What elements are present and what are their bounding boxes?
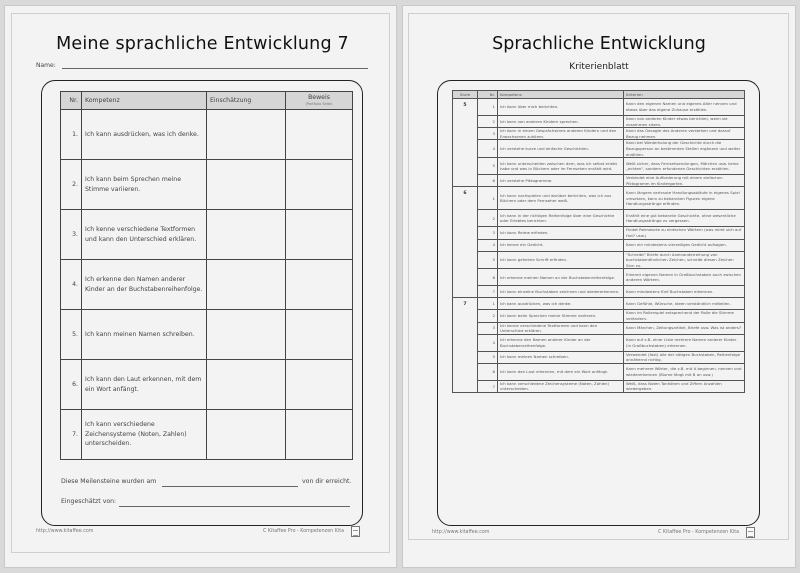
row-nr: 7 — [478, 380, 498, 392]
row-kriterien: Kann mindestens fünf Buchstaben erkennen. — [624, 286, 745, 298]
milestone-prefix: Diese Meilensteine wurden am — [61, 478, 157, 485]
header-beweis-sublabel: (Portfolio Seite) — [305, 101, 333, 106]
row-kompetenz: Ich kann geheime Schrift erfinden. — [498, 251, 624, 269]
row-nr: 4 — [478, 334, 498, 351]
row-kriterien: Kann Märchen, Zeitungsartikel, Briefe usw. Was ist anders? — [624, 322, 745, 334]
row-kriterien: Kann das Gesagte des Anderen verstehen und darauf Bezug nehmen. — [624, 128, 745, 140]
table-row — [61, 260, 353, 310]
table-row — [61, 360, 353, 410]
milestone-suffix: von dir erreicht. — [302, 478, 352, 485]
table-row — [453, 310, 745, 322]
row-kompetenz: Ich kann von anderen Kindern sprechen. — [498, 116, 624, 128]
row-nr: 6 — [478, 269, 498, 286]
table-row — [61, 410, 353, 460]
row-nr: 3 — [478, 227, 498, 239]
row-kompetenz: Ich kann verschiedene Zeichensysteme (Noten, Zahlen) unterscheiden. — [82, 410, 207, 460]
row-kriterien: Verbindet eine Aufforderung mit einem einfachen Piktogramm im Kindergarten. — [624, 175, 745, 187]
row-kriterien: Weiß, dass Noten Tonhöhen und Ziffern Anzahlen wiedergeben. — [624, 380, 745, 392]
table-row — [453, 251, 745, 269]
row-nr: 5 — [478, 251, 498, 269]
row-kompetenz: Ich kann Reime erfinden. — [498, 227, 624, 239]
table-row — [61, 110, 353, 160]
row-einschaetzung-cell[interactable] — [207, 360, 286, 410]
table-row — [453, 239, 745, 251]
table-row — [453, 269, 745, 286]
row-nr: 7. — [61, 410, 82, 460]
row-kompetenz: Ich kenne verschiedene Textformen und kann den Unterschied erklären. — [498, 322, 624, 334]
row-einschaetzung-cell[interactable] — [207, 410, 286, 460]
row-nr: 1. — [61, 110, 82, 160]
row-kriterien: Kann den eigenen Namen und eigenes Alter nennen und etwas über das eigene Zuhause erzählen. — [624, 99, 745, 116]
document-icon — [351, 526, 360, 537]
table-header-row — [61, 92, 353, 110]
row-einschaetzung-cell[interactable] — [207, 310, 286, 360]
row-kriterien: Erkennt eigenen Namen in Großbuchstaben auch zwischen anderen Wörtern. — [624, 269, 745, 286]
row-kriterien: Weiß sicher, dass Fernsehsendungen, Märchen usw. keine „echten“, sondern erfundenen Geschichten erzählen. — [624, 158, 745, 175]
row-nr: 3. — [61, 210, 82, 260]
row-nr: 2 — [478, 310, 498, 322]
table-row — [61, 160, 353, 210]
row-nr: 3 — [478, 322, 498, 334]
row-kompetenz: Ich kann über mich berichten. — [498, 99, 624, 116]
row-kompetenz: Ich kann verschiedene Zeichensysteme (Noten, Zahlen) unterscheiden. — [498, 380, 624, 392]
criteria-table — [452, 90, 745, 393]
row-kompetenz: Ich kann den Laut erkennen, mit dem ein Wort anfängt. — [498, 363, 624, 380]
row-beweis-cell[interactable] — [286, 160, 353, 210]
row-kriterien: Kann ein mindestens vierzeiliges Gedicht aufsagen. — [624, 239, 745, 251]
row-kompetenz: Ich kann in der richtigen Reihenfolge über eine Geschichte oder Erlebtes berichten. — [498, 210, 624, 227]
row-einschaetzung-cell[interactable] — [207, 210, 286, 260]
table-row — [453, 334, 745, 351]
row-nr: 6 — [478, 175, 498, 187]
row-kompetenz: Ich kann beim Sprechen meine Stimme variieren. — [498, 310, 624, 322]
row-kompetenz: Ich kann einzelne Buchstaben zeichnen und wiedererkennen. — [498, 286, 624, 298]
row-nr: 7 — [478, 286, 498, 298]
row-kompetenz: Ich kann meinen Namen schreiben. — [498, 351, 624, 363]
row-kriterien: "Schreibt" Briefe durch Aneinanderreihung von buchstabenähnlichen Zeichen, schreibt diesen Zeichen Sinn zu. — [624, 251, 745, 269]
row-kompetenz: Ich erkenne den Namen anderer Kinder an der Buchstabenreihenfolge. — [498, 334, 624, 351]
row-kriterien: Kann im Rollenspiel entsprechend der Rolle die Stimme verändern. — [624, 310, 745, 322]
milestone-date-field[interactable] — [162, 486, 298, 487]
row-nr: 6 — [478, 363, 498, 380]
table-header-row — [453, 91, 745, 99]
table-row — [453, 187, 745, 210]
row-einschaetzung-cell[interactable] — [207, 160, 286, 210]
table-row — [453, 158, 745, 175]
stufe-cell: 5 — [453, 99, 478, 187]
row-nr: 2. — [61, 160, 82, 210]
row-nr: 1 — [478, 187, 498, 210]
assessed-by-label: Eingeschätzt von: — [61, 498, 117, 505]
row-nr: 4 — [478, 239, 498, 251]
row-kriterien: Verwendet (fast) alle der nötigen Buchstaben, Reihenfolge annähernd richtig. — [624, 351, 745, 363]
right-page-subtitle: Kriterienblatt — [569, 62, 629, 72]
header-stufe: Stufe — [453, 91, 478, 99]
left-page-title: Meine sprachliche Entwicklung 7 — [56, 34, 349, 54]
name-label: Name: — [36, 62, 56, 69]
table-row — [453, 210, 745, 227]
row-kriterien: Findet Reimworte zu einfachen Wörtern (was reimt sich auf Hut? usw.) — [624, 227, 745, 239]
row-kriterien: Kann mehrere Wörter, die z.B. mit A beginnen, nennen und wiedererkennen (Blume fängt mit B an usw.) — [624, 363, 745, 380]
table-row — [453, 286, 745, 298]
row-nr: 5. — [61, 310, 82, 360]
row-kompetenz: Ich kenne ein Gedicht. — [498, 239, 624, 251]
competence-table — [60, 91, 353, 460]
name-field[interactable] — [62, 68, 368, 69]
table-row — [453, 227, 745, 239]
row-kriterien: Erzählt eine gut bekannte Geschichte, ohne wesentliche Handlungsstränge zu vergessen. — [624, 210, 745, 227]
row-kompetenz: Ich kann beim Sprechen meine Stimme variieren. — [82, 160, 207, 210]
row-kriterien: Kann bei Wiederholung der Geschichte durch die Bezugsperson an bestimmten Stellen ergänzen und weiter erzählen. — [624, 140, 745, 158]
row-nr: 2 — [478, 116, 498, 128]
header-beweis — [286, 92, 353, 110]
row-einschaetzung-cell[interactable] — [207, 260, 286, 310]
row-nr: 4 — [478, 140, 498, 158]
row-nr: 3 — [478, 128, 498, 140]
right-page-title: Sprachliche Entwicklung — [492, 34, 706, 54]
row-kriterien: Kann auf z.B. einer Liste mehrere Namen anderer Kinder (in Großbuchstaben) erkennen. — [624, 334, 745, 351]
row-beweis-cell[interactable] — [286, 410, 353, 460]
table-row — [453, 116, 745, 128]
row-kriterien: Kann längere vertraute Handlungsabläufe in eigenes Spiel umsetzen, kann zu bekannten Figuren eigene Handlungsstränge erfinden. — [624, 187, 745, 210]
row-kompetenz: Ich kann nachspielen und darüber berichten, was ich aus Büchern oder dem Fernseher weiß. — [498, 187, 624, 210]
row-kompetenz: Ich kann meinen Namen schreiben. — [82, 310, 207, 360]
right-footer-copyright: C Kitaffee Pro - Kompetenzen Kita — [658, 530, 740, 535]
row-beweis-cell[interactable] — [286, 310, 353, 360]
row-kompetenz: Ich verstehe Piktogramme. — [498, 175, 624, 187]
row-kriterien: Kann von anderen Kinder etwas berichten, wenn sie zusammen sitzen. — [624, 116, 745, 128]
row-beweis-cell[interactable] — [286, 110, 353, 160]
header-kriterien: Kriterien — [624, 91, 745, 99]
table-row — [61, 210, 353, 260]
row-beweis-cell[interactable] — [286, 260, 353, 310]
row-nr: 1 — [478, 99, 498, 116]
table-row — [453, 298, 745, 310]
row-kriterien: Kann Gefühle, Wünsche, Ideen verständlich mitteilen. — [624, 298, 745, 310]
document-icon — [746, 527, 755, 538]
header-kompetenz: Kompetenz — [82, 92, 207, 110]
row-beweis-cell[interactable] — [286, 360, 353, 410]
assessed-by-field[interactable] — [119, 506, 350, 507]
row-nr: 2 — [478, 210, 498, 227]
row-nr: 1 — [478, 298, 498, 310]
row-beweis-cell[interactable] — [286, 210, 353, 260]
table-row — [453, 99, 745, 116]
row-kompetenz: Ich kann ausdrücken, was ich denke. — [498, 298, 624, 310]
header-kompetenz: Kompetenz — [498, 91, 624, 99]
row-kompetenz: Ich kann in einem Gesprächskreis anderen Kindern und den Erwachsenen zuhören. — [498, 128, 624, 140]
row-kompetenz: Ich erkenne meinen Namen an der Buchstabenreihenfolge. — [498, 269, 624, 286]
row-kompetenz: Ich kenne verschiedene Textformen und kann den Unterschied erklären. — [82, 210, 207, 260]
table-row — [453, 140, 745, 158]
left-footer-url[interactable]: http://www.kitaffee.com — [36, 529, 94, 534]
table-row — [453, 351, 745, 363]
header-einschaetzung: Einschätzung — [207, 92, 286, 110]
row-einschaetzung-cell[interactable] — [207, 110, 286, 160]
row-kompetenz: Ich verstehe kurze und einfache Geschichten. — [498, 140, 624, 158]
table-row — [453, 380, 745, 392]
header-nr: Nr. — [61, 92, 82, 110]
right-footer-url[interactable]: http://www.kitaffee.com — [432, 530, 490, 535]
table-row — [453, 363, 745, 380]
table-row — [453, 175, 745, 187]
row-nr: 5 — [478, 158, 498, 175]
header-nr: Nr. — [478, 91, 498, 99]
row-kompetenz: Ich erkenne den Namen anderer Kinder an der Buchstabenreihenfolge. — [82, 260, 207, 310]
left-footer-copyright: C Kitaffee Pro - Kompetenzen Kita — [263, 529, 345, 534]
row-kompetenz: Ich kann ausdrücken, was ich denke. — [82, 110, 207, 160]
row-kompetenz: Ich kann den Laut erkennen, mit dem ein Wort anfängt. — [82, 360, 207, 410]
header-beweis-label: Beweis — [308, 93, 330, 101]
row-nr: 6. — [61, 360, 82, 410]
table-row — [453, 322, 745, 334]
row-kompetenz: Ich kann unterscheiden zwischen dem, was ich selbst erlebt habe und was in Büchern oder im Fernsehen erzählt wird. — [498, 158, 624, 175]
row-nr: 5 — [478, 351, 498, 363]
stufe-cell: 6 — [453, 187, 478, 298]
table-row — [61, 310, 353, 360]
table-row — [453, 128, 745, 140]
row-nr: 4. — [61, 260, 82, 310]
stufe-cell: 7 — [453, 298, 478, 393]
